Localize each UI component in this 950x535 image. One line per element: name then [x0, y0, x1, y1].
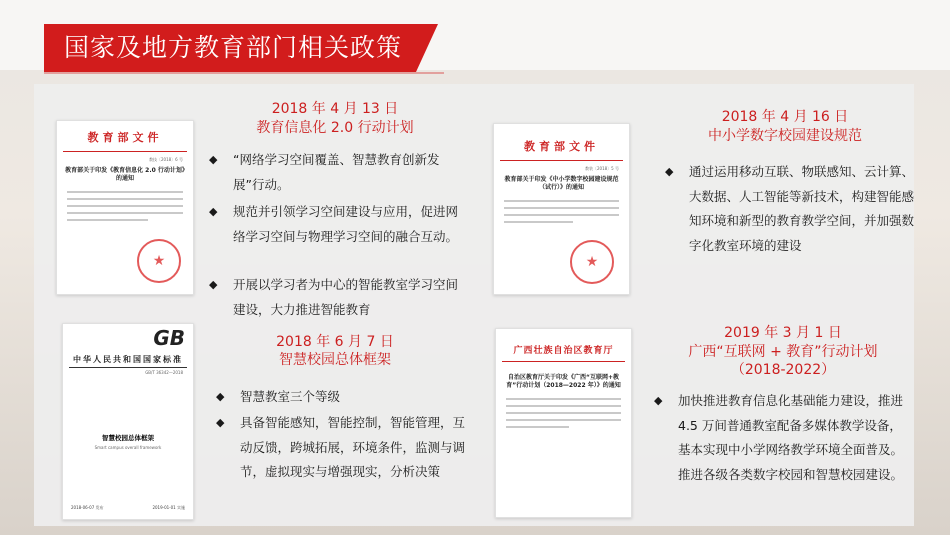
policy1-name: 教育信息化 2.0 行动计划 — [256, 120, 414, 136]
page-title: 国家及地方教育部门相关政策 — [44, 24, 416, 72]
doc-body-lines — [504, 200, 619, 223]
policy4-date: 2019 年 3 月 1 日 — [724, 325, 842, 341]
doc-title: 自治区教育厅关于印发《广西“互联网+教育”行动计划（2018—2022 年）》的通知 — [506, 374, 621, 389]
doc-rule — [69, 367, 187, 368]
doc-number: 教装〔2018〕5 号 — [585, 166, 619, 171]
gb-logo: GB — [153, 326, 185, 350]
policy1-date: 2018 年 4 月 13 日 — [271, 101, 399, 117]
diamond-bullet-icon: ◆ — [216, 416, 225, 429]
title-wedge — [416, 24, 438, 72]
policy2-point-1 — [665, 160, 915, 258]
doc-thumbnail-smart-campus-standard — [62, 323, 194, 520]
policy3-point-2 — [216, 411, 466, 485]
doc-thumbnail-digital-campus — [493, 123, 630, 295]
policy2-name: 中小学数字校园建设规范 — [708, 128, 862, 144]
doc-header: 广西壮族自治区教育厅 — [513, 346, 614, 356]
policy1-point-3 — [209, 273, 461, 322]
diamond-bullet-icon: ◆ — [654, 394, 663, 407]
doc-header: 中华人民共和国国家标准 — [73, 355, 183, 364]
policy1-point-text: 开展以学习者为中心的智能教室学习空间建设，大力推进智能教育 — [233, 277, 459, 317]
policy1-point-2 — [209, 200, 461, 249]
doc-red-rule — [502, 361, 625, 362]
diamond-bullet-icon: ◆ — [209, 205, 218, 218]
policy2-date: 2018 年 4 月 16 日 — [721, 109, 849, 125]
policy3-date: 2018 年 6 月 7 日 — [276, 334, 394, 350]
diamond-bullet-icon: ◆ — [209, 278, 218, 291]
doc-thumbnail-guangxi-plan — [495, 328, 632, 518]
diamond-bullet-icon: ◆ — [209, 153, 218, 166]
doc-header: 教育部文件 — [524, 140, 599, 153]
official-seal-icon: ★ — [137, 239, 181, 283]
policy3-name: 智慧校园总体框架 — [279, 352, 391, 368]
policy3-point-text: 智慧教室三个等级 — [240, 389, 341, 404]
doc-title: 教育部关于印发《教育信息化 2.0 行动计划》的通知 — [65, 167, 185, 182]
policy1-point-text: “网络学习空间覆盖、智慧教育创新发展”行动。 — [233, 152, 440, 192]
policy1-point-1 — [209, 148, 461, 197]
policy2-point-text: 通过运用移动互联、物联感知、云计算、大数据、人工智能等新技术，构建智能感知环境和新型的教育教学空间，并加强数字化教室环境的建设 — [689, 164, 915, 253]
doc-number: 教技〔2018〕6 号 — [149, 157, 183, 162]
diamond-bullet-icon: ◆ — [216, 390, 225, 403]
release-date: 2018-06-07 发布 — [71, 505, 104, 510]
doc-title: 智慧校园总体框架 — [102, 434, 154, 442]
doc-title: 教育部关于印发《中小学数字校园建设规范（试行）》的通知 — [504, 176, 619, 191]
doc-footer — [71, 505, 185, 511]
doc-subtitle: Smart campus overall framework — [94, 445, 162, 450]
policy1-point-text: 规范并引领学习空间建设与应用，促进网络学习空间与物理学习空间的融合互动。 — [233, 204, 459, 244]
doc-header: 教育部文件 — [87, 131, 163, 144]
doc-body-lines — [67, 191, 183, 221]
title-underline — [44, 72, 444, 74]
doc-body-lines — [506, 398, 621, 428]
policy3-point-text: 具备智能感知，智能控制，智能管理，互动反馈，跨城拓展，环境条件，监测与调节，虚拟现实与增强现实，分析决策 — [240, 415, 466, 479]
doc-number: GB/T 36342—2018 — [145, 370, 183, 375]
official-seal-icon: ★ — [570, 240, 614, 284]
policy4-name: 广西“互联网 + 教育”行动计划 — [688, 344, 878, 360]
policy3-point-1 — [216, 385, 466, 410]
policy4-period: （2018-2022） — [730, 362, 836, 378]
doc-thumbnail-education-informatization — [56, 120, 194, 295]
doc-red-rule — [500, 160, 623, 161]
policy4-point-text: 加快推进教育信息化基础能力建设，推进 4.5 万间普通教室配备多媒体教学设备，基本实现中小学网络教学环境全面普及。推进各级各类数字校园和智慧校园建设。 — [678, 393, 904, 482]
doc-red-rule — [63, 151, 187, 152]
policy4-point-1 — [654, 389, 914, 487]
diamond-bullet-icon: ◆ — [665, 165, 674, 178]
implementation-date: 2019-01-01 实施 — [152, 505, 185, 510]
